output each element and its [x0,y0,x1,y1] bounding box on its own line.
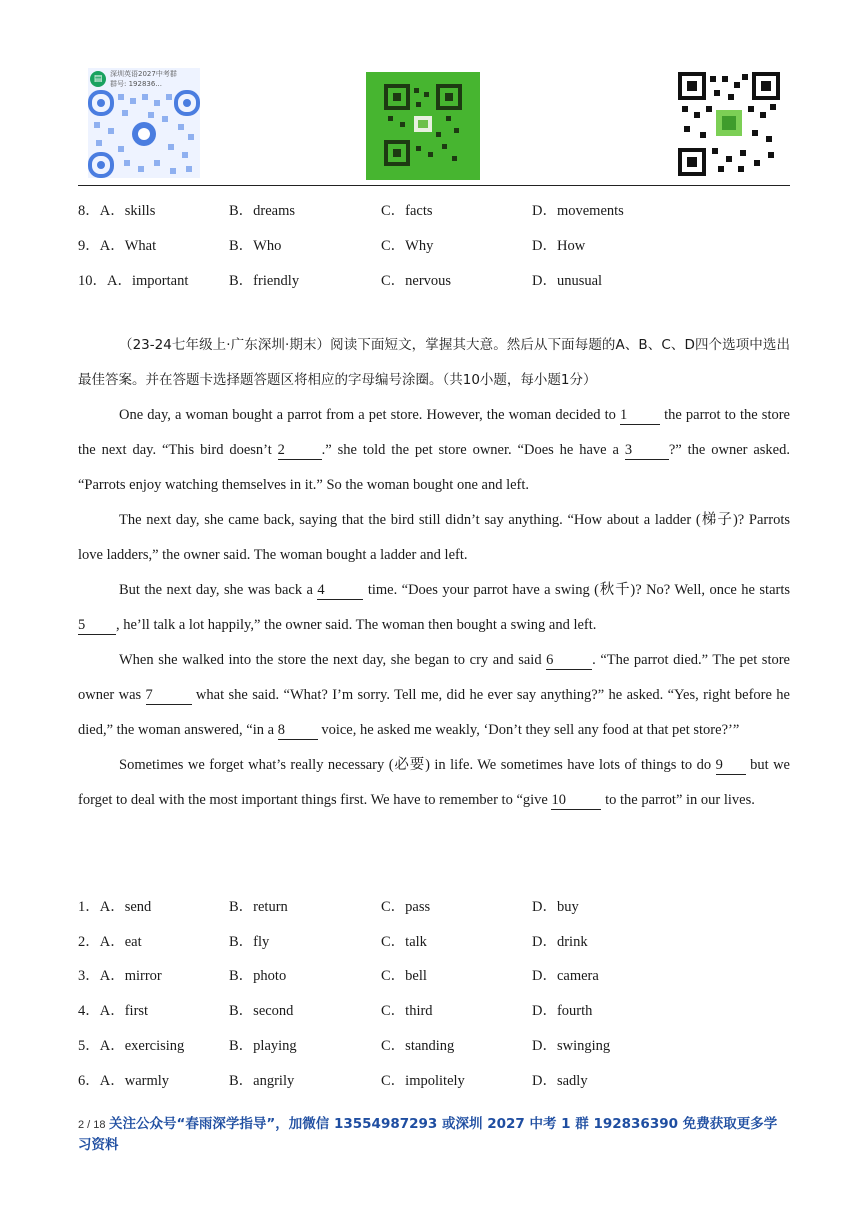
option-a: A．What [99,238,157,254]
option-c: C．third [381,1003,433,1019]
blank-1: 1 [620,406,660,425]
blank-8: 8 [278,721,318,740]
option-b: B．second [229,1003,294,1019]
passage-paragraph-5: Sometimes we forget what’s really necessary (必要) in life. We sometimes have lots of things to do 9 but we forget to deal with the most important things first. We have to remember to “give 10 to the parrot” in our lives. [78,757,790,808]
blank-5: 5 [78,616,116,635]
option-d: D．movements [532,203,624,219]
option-d: D．sadly [532,1073,588,1089]
option-d: D．camera [532,968,599,984]
qr-code-green [366,72,480,180]
option-c: C．Why [381,238,434,254]
option-a: A．eat [99,934,142,950]
blank-9: 9 [716,756,746,775]
passage-paragraph-1: One day, a woman bought a parrot from a pet store. However, the woman decided to 1 the parrot to the store the next day. “This bird doesn’t 2 .” she told the pet store owner. “Does he have a 3 ?” the owner asked. “Parrots enjoy watching themselves in it.” So the woman bought one and left. [78,407,790,493]
option-a: A．warmly [99,1073,170,1089]
option-d: D．unusual [532,273,603,289]
option-b: B．Who [229,238,282,254]
blank-3: 3 [625,441,669,460]
reading-section [78,328,790,818]
question-number: 8． [78,203,100,219]
option-c: C．impolitely [381,1073,465,1089]
option-c: C．talk [381,934,427,950]
option-a: A．mirror [99,968,162,984]
passage-paragraph-4: When she walked into the store the next day, she began to cry and said 6 . “The parrot died.” The pet store owner was 7 what she said. “What? I’m sorry. Tell me, did he ever say anything?” he asked. “Yes, right before he died,” the woman answered, “in a 8 voice, he asked me weakly, ‘Don’t they sell any food at that pet store?’” [78,652,790,738]
chat-app-icon: ▤ [90,71,106,87]
option-b: B．fly [229,934,270,950]
qr-pattern-blue [88,90,200,178]
option-b: B．playing [229,1038,297,1054]
question-number: 3． [78,968,100,984]
option-c: C．nervous [381,273,452,289]
option-c: C．facts [381,203,433,219]
qr-group-number: 群号: 192836... [110,80,162,88]
page-footer [78,1114,790,1156]
qr-code-group [88,68,200,178]
section-instructions: （23-24七年级上·广东深圳·期末）阅读下面短文，掌握其大意。然后从下面每题的A、B、C、D四个选项中选出最佳答案。并在答题卡选择题答题区将相应的字母编号涂圈。（共10小题，每小题1分） [78,337,790,388]
option-a: A．first [99,1003,149,1019]
option-d: D．buy [532,899,579,915]
question-number: 2． [78,934,100,950]
option-c: C．standing [381,1038,455,1054]
question-number: 9． [78,238,100,254]
option-b: B．dreams [229,203,296,219]
question-number: 4． [78,1003,100,1019]
page-number: 2 / 18 [78,1119,106,1131]
blank-4: 4 [317,581,363,600]
question-number: 6． [78,1073,100,1089]
qr-group-label [90,70,198,88]
header-divider [78,185,790,186]
blank-2: 2 [278,441,322,460]
option-c: C．bell [381,968,427,984]
qr-code-black [678,72,780,176]
blank-6: 6 [546,651,592,670]
option-c: C．pass [381,899,431,915]
footer-advert: 关注公众号“春雨深学指导”，加微信 13554987293 或深圳 2027 中考 1 群 192836390 免费获取更多学习资料 [78,1116,778,1153]
blank-10: 10 [551,791,601,810]
option-b: B．return [229,899,288,915]
option-a: A．exercising [99,1038,185,1054]
option-b: B．angrily [229,1073,295,1089]
qr-group-name: 深圳英语2027中考群 [110,70,177,78]
option-b: B．friendly [229,273,300,289]
passage-paragraph-2: The next day, she came back, saying that the bird still didn’t say anything. “How about a ladder (梯子)? Parrots love ladders,” the owner said. The woman bought a ladder and left. [78,512,790,563]
question-number: 1． [78,899,100,915]
option-b: B．photo [229,968,287,984]
option-d: D．fourth [532,1003,593,1019]
question-number: 10． [78,273,107,289]
passage-paragraph-3: But the next day, she was back a 4 time. “Does your parrot have a swing (秋千)? No? Well, once he starts 5 , he’ll talk a lot happily,” the owner said. The woman then bought a swing and left. [78,582,790,633]
option-a: A．important [107,273,189,289]
option-d: D．swinging [532,1038,611,1054]
option-d: D．drink [532,934,588,950]
option-a: A．skills [99,203,156,219]
question-number: 5． [78,1038,100,1054]
option-a: A．send [99,899,152,915]
blank-7: 7 [146,686,192,705]
option-d: D．How [532,238,586,254]
